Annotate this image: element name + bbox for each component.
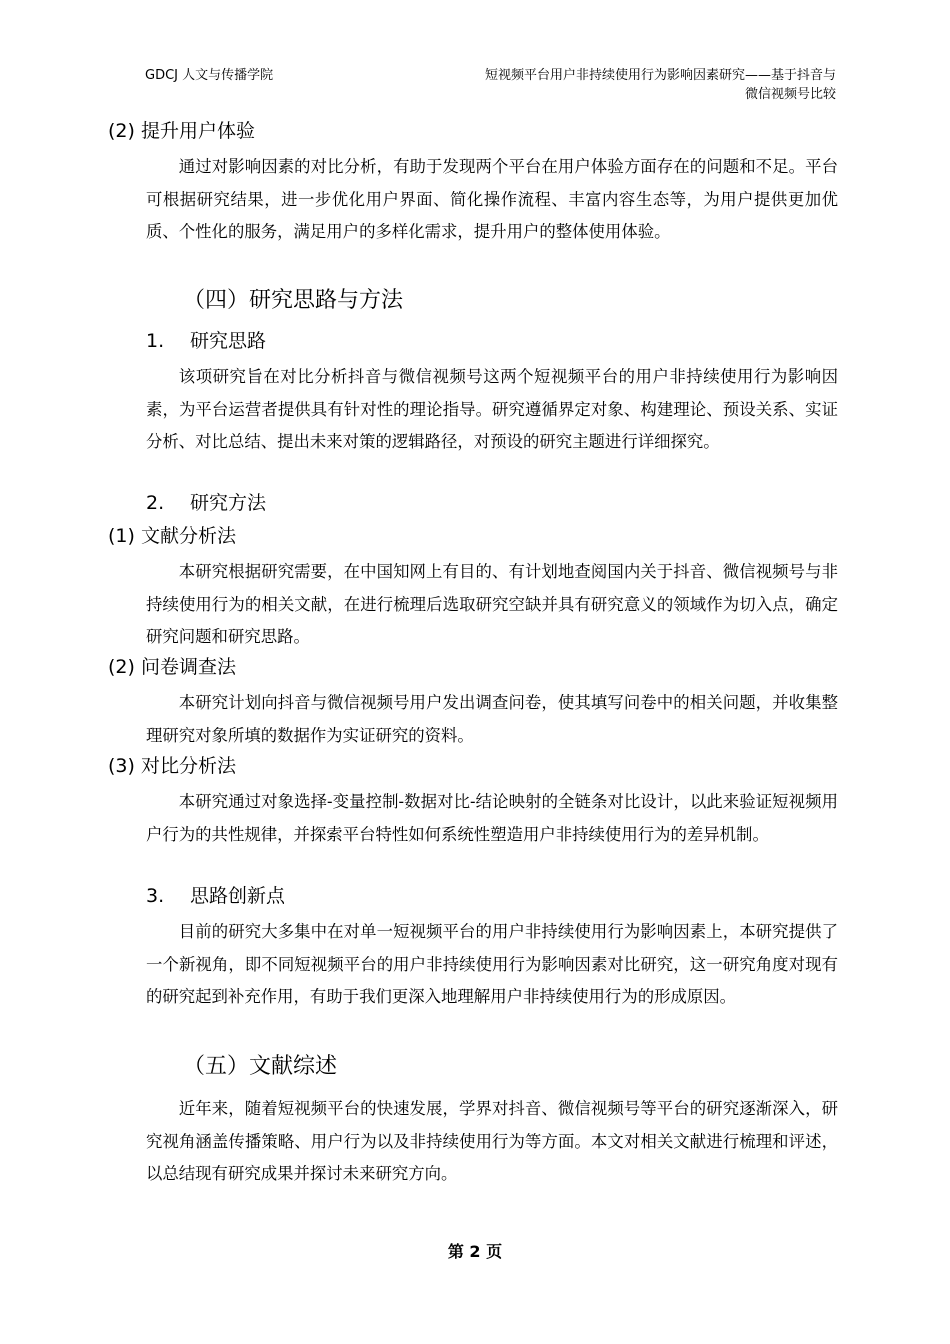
heading-literature-analysis: (1) 文献分析法: [108, 525, 236, 547]
paragraph-comparative-analysis: 本研究通过对象选择-变量控制-数据对比-结论映射的全链条对比设计，以此来验证短视频用户行为的共性规律，并探索平台特性如何系统性塑造用户非持续使用行为的差异机制。: [146, 792, 838, 844]
paragraph-literature-review: 近年来，随着短视频平台的快速发展，学界对抖音、微信视频号等平台的研究逐渐深入，研究视角涵盖传播策略、用户行为以及非持续使用行为等方面。本文对相关文献进行梳理和评述，以总结现有研究成果并探讨未来研究方向。: [146, 1099, 838, 1183]
header-thesis-title: 短视频平台用户非持续使用行为影响因素研究——基于抖音与微信视频号比较: [484, 68, 836, 102]
paragraph-research-approach: 该项研究旨在对比分析抖音与微信视频号这两个短视频平台的用户非持续使用行为影响因素，为平台运营者提供具有针对性的理论指导。研究遵循界定对象、构建理论、预设关系、实证分析、对比总结、提出未来对策的逻辑路径，对预设的研究主题进行详细探究。: [146, 367, 838, 451]
heading-text: 思路创新点: [190, 885, 286, 907]
heading-number: 3.: [146, 885, 165, 907]
page-header: [145, 66, 836, 106]
heading-research-approach: [146, 328, 266, 354]
paragraph-questionnaire: 本研究计划向抖音与微信视频号用户发出调查问卷，使其填写问卷中的相关问题，并收集整理研究对象所填的数据作为实证研究的资料。: [146, 693, 838, 745]
heading-questionnaire: (2) 问卷调查法: [108, 656, 236, 678]
section-heading-5: （五）文献综述: [183, 1054, 338, 1079]
header-college: GDCJ 人文与传播学院: [145, 68, 274, 83]
heading-research-methods: [146, 490, 266, 516]
paragraph-improve-ux: 通过对影响因素的对比分析，有助于发现两个平台在用户体验方面存在的问题和不足。平台可根据研究结果，进一步优化用户界面、简化操作流程、丰富内容生态等，为用户提供更加优质、个性化的服务，满足用户的多样化需求，提升用户的整体使用体验。: [146, 157, 838, 241]
paragraph-literature-analysis: 本研究根据研究需要，在中国知网上有目的、有计划地查阅国内关于抖音、微信视频号与非持续使用行为的相关文献，在进行梳理后选取研究空缺并具有研究意义的领域作为切入点，确定研究问题和研究思路。: [146, 562, 838, 646]
heading-text: 研究思路: [190, 330, 267, 352]
heading-improve-ux: (2) 提升用户体验: [108, 120, 255, 142]
paragraph-innovation: 目前的研究大多集中在对单一短视频平台的用户非持续使用行为影响因素上，本研究提供了一个新视角，即不同短视频平台的用户非持续使用行为影响因素对比研究，这一研究角度对现有的研究起到补充作用，有助于我们更深入地理解用户非持续使用行为的形成原因。: [146, 922, 838, 1006]
heading-number: 1.: [146, 330, 165, 352]
page-number: 第 2 页: [447, 1242, 503, 1261]
heading-innovation: [146, 883, 285, 909]
section-heading-4: （四）研究思路与方法: [183, 288, 404, 313]
heading-text: 研究方法: [190, 492, 267, 514]
heading-number: 2.: [146, 492, 165, 514]
heading-comparative-analysis: (3) 对比分析法: [108, 755, 236, 777]
